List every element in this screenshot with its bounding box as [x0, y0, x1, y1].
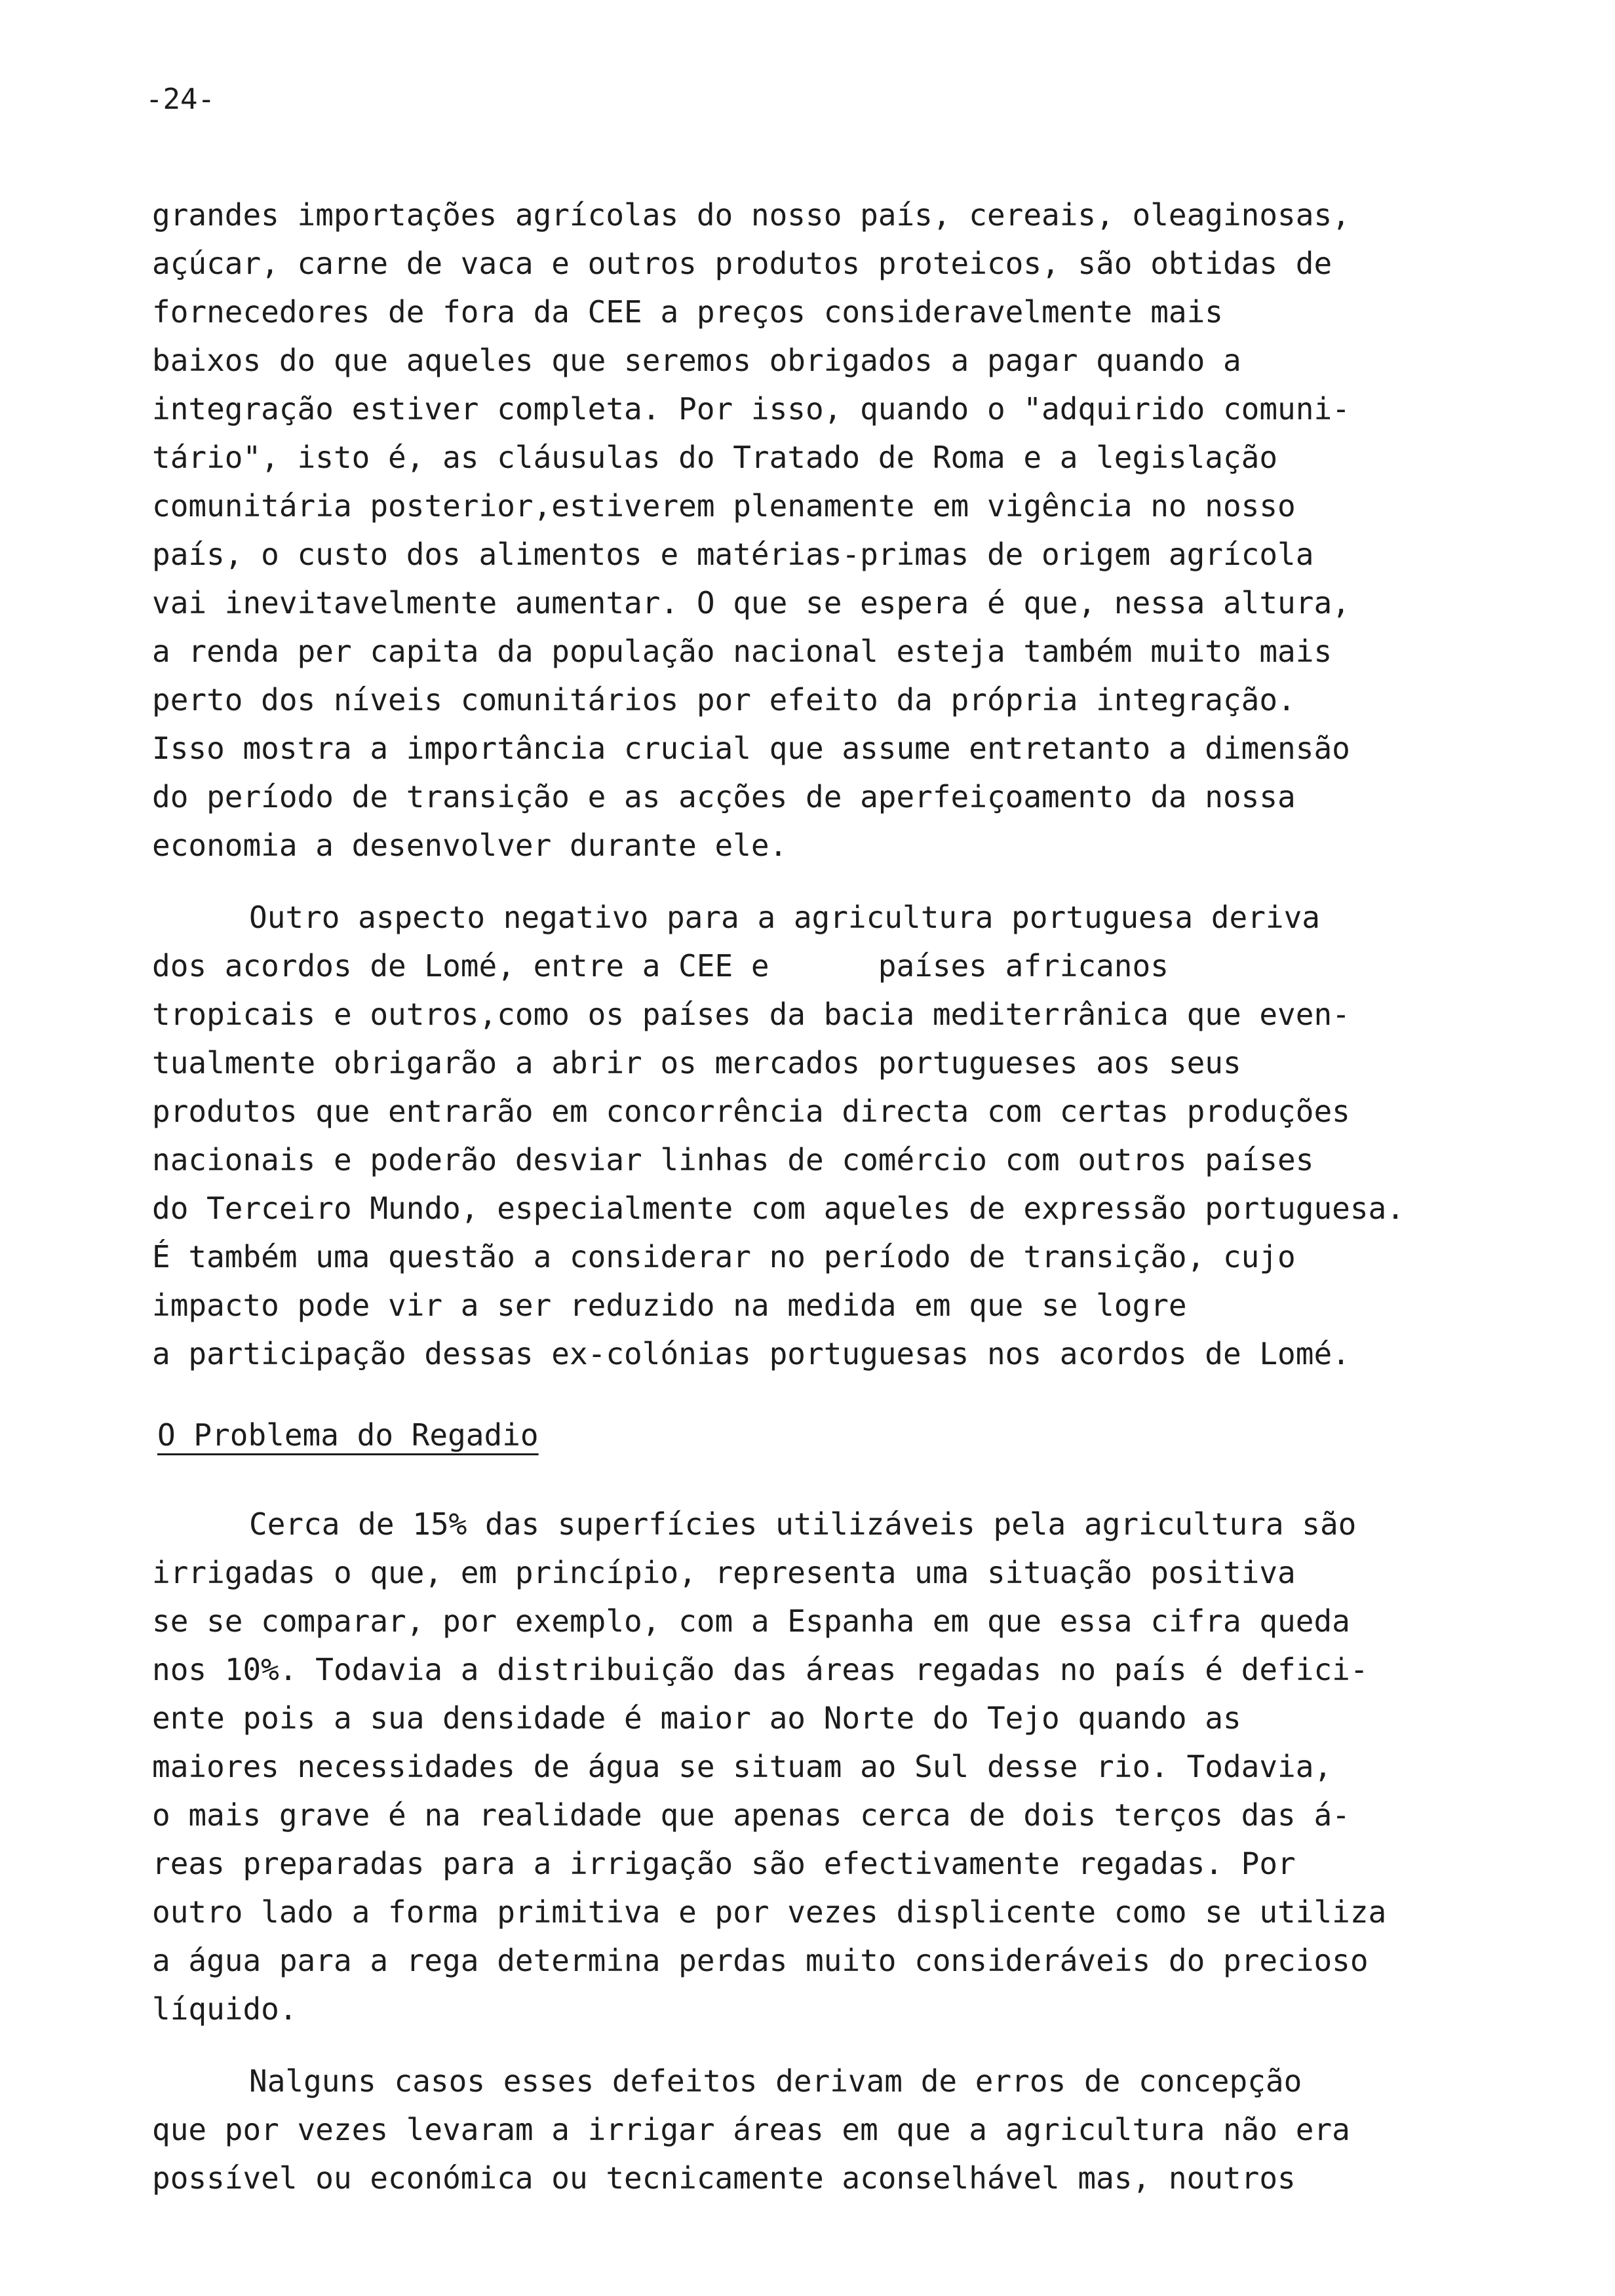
- page-number: -24-: [146, 83, 215, 116]
- text-line: maiores necessidades de água se situam ao Sul desse rio. Todavia,: [152, 1749, 1333, 1784]
- text-line: nos 10%. Todavia a distribuição das áreas regadas no país é defici-: [152, 1652, 1369, 1687]
- text-line: Nalguns casos esses defeitos derivam de erros de concepção: [249, 2063, 1302, 2099]
- text-line: Cerca de 15% das superfícies utilizáveis pela agricultura são: [249, 1506, 1357, 1542]
- text-line: impacto pode vir a ser reduzido na medida em que se logre: [152, 1288, 1187, 1323]
- text-line: outro lado a forma primitiva e por vezes displicente como se utiliza: [152, 1894, 1387, 1930]
- section-heading: O Problema do Regadio: [157, 1417, 539, 1453]
- text-line: É também uma questão a considerar no período de transição, cujo: [152, 1239, 1296, 1274]
- text-line: perto dos níveis comunitários por efeito da própria integração.: [152, 682, 1296, 718]
- text-line: tualmente obrigarão a abrir os mercados portugueses aos seus: [152, 1045, 1241, 1081]
- text-line: vai inevitavelmente aumentar. O que se espera é que, nessa altura,: [152, 585, 1350, 621]
- text-line: irrigadas o que, em princípio, representa uma situação positiva: [152, 1555, 1296, 1590]
- text-line: fornecedores de fora da CEE a preços consideravelmente mais: [152, 294, 1223, 330]
- text-line: baixos do que aqueles que seremos obrigados a pagar quando a: [152, 343, 1241, 378]
- text-line: Isso mostra a importância crucial que assume entretanto a dimensão: [152, 731, 1350, 766]
- text-line: economia a desenvolver durante ele.: [152, 828, 788, 863]
- text-line: açúcar, carne de vaca e outros produtos proteicos, são obtidas de: [152, 246, 1333, 281]
- text-line: produtos que entrarão em concorrência directa com certas produções: [152, 1094, 1350, 1129]
- text-line: Outro aspecto negativo para a agricultura portuguesa deriva: [249, 900, 1320, 935]
- text-line: grandes importações agrícolas do nosso país, cereais, oleaginosas,: [152, 197, 1350, 233]
- text-line: possível ou económica ou tecnicamente aconselhável mas, noutros: [152, 2160, 1296, 2196]
- text-line: ente pois a sua densidade é maior ao Norte do Tejo quando as: [152, 1700, 1241, 1736]
- text-line: que por vezes levaram a irrigar áreas em que a agricultura não era: [152, 2112, 1350, 2147]
- text-line: se se comparar, por exemplo, com a Espanha em que essa cifra queda: [152, 1603, 1350, 1639]
- text-line: do período de transição e as acções de aperfeiçoamento da nossa: [152, 779, 1296, 814]
- text-line: comunitária posterior,estiverem plenamente em vigência no nosso: [152, 488, 1296, 524]
- text-line: do Terceiro Mundo, especialmente com aqueles de expressão portuguesa.: [152, 1191, 1405, 1226]
- text-line: tário", isto é, as cláusulas do Tratado de Roma e a legislação: [152, 440, 1278, 475]
- text-line: país, o custo dos alimentos e matérias-primas de origem agrícola: [152, 537, 1314, 572]
- text-line: reas preparadas para a irrigação são efectivamente regadas. Por: [152, 1846, 1296, 1881]
- text-line: integração estiver completa. Por isso, quando o "adquirido comuni-: [152, 391, 1350, 427]
- text-line: líquido.: [152, 1991, 298, 2027]
- text-line: o mais grave é na realidade que apenas cerca de dois terços das á-: [152, 1797, 1350, 1833]
- text-line: a participação dessas ex-colónias portuguesas nos acordos de Lomé.: [152, 1336, 1350, 1371]
- text-line: dos acordos de Lomé, entre a CEE e países africanos: [152, 948, 1169, 984]
- text-line: nacionais e poderão desviar linhas de comércio com outros países: [152, 1142, 1314, 1177]
- text-line: tropicais e outros,como os países da bacia mediterrânica que even-: [152, 997, 1350, 1032]
- text-line: a água para a rega determina perdas muito consideráveis do precioso: [152, 1943, 1369, 1978]
- text-line: a renda per capita da população nacional esteja também muito mais: [152, 634, 1333, 669]
